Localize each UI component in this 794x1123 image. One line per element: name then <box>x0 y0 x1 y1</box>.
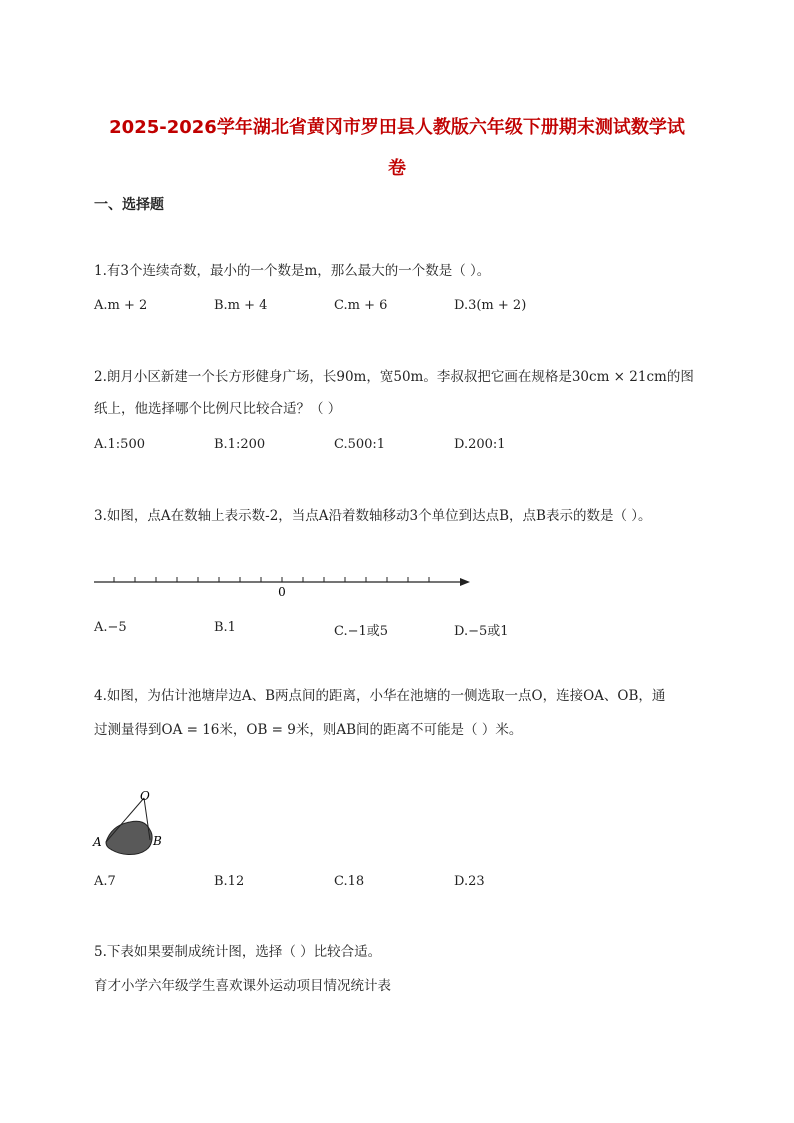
option-a: A.7 <box>94 874 116 889</box>
option-d: D.−5或1 <box>454 624 509 639</box>
question-4-options <box>94 874 694 894</box>
number-line-zero-label: 0 <box>278 585 286 599</box>
question-1-options <box>94 298 694 318</box>
option-d: D.3(m + 2) <box>454 298 527 313</box>
option-c: C.−1或5 <box>334 624 389 639</box>
option-d: D.200:1 <box>454 437 506 452</box>
document-title-line2: 卷 <box>388 158 406 179</box>
option-c: C.500:1 <box>334 437 386 452</box>
question-4-text-line2: 过测量得到OA = 16米，OB = 9米，则AB间的距离不可能是（ ）米。 <box>94 722 523 738</box>
number-line-arrow <box>460 578 470 586</box>
point-a-label: A <box>93 835 102 849</box>
question-5-table-caption: 育才小学六年级学生喜欢课外运动项目情况统计表 <box>94 978 391 994</box>
option-c: C.18 <box>334 874 365 889</box>
option-a: A.−5 <box>94 620 127 635</box>
option-a: A.m + 2 <box>94 298 148 313</box>
pond-figure <box>88 784 178 856</box>
option-b: B.12 <box>214 874 245 889</box>
section-heading-choice: 一、选择题 <box>94 197 164 213</box>
question-5-text: 5.下表如果要制成统计图，选择（ ）比较合适。 <box>94 944 382 960</box>
question-4-text-line1: 4.如图，为估计池塘岸边A、B两点间的距离，小华在池塘的一侧选取一点O，连接OA、OB，通 <box>94 688 666 704</box>
question-3-options <box>94 620 694 640</box>
option-b: B.m + 4 <box>214 298 268 313</box>
question-2-options <box>94 437 694 457</box>
document-title-line1: 2025-2026学年湖北省黄冈市罗田县人教版六年级下册期末测试数学试 <box>109 117 685 138</box>
question-2-text-line1: 2.朗月小区新建一个长方形健身广场，长90m，宽50m。李叔叔把它画在规格是30cm × 21cm的图 <box>94 369 694 385</box>
question-2-text-line2: 纸上，他选择哪个比例尺比较合适？（ ） <box>94 401 342 417</box>
option-c: C.m + 6 <box>334 298 388 313</box>
point-o-label: O <box>140 789 150 803</box>
number-line-figure <box>90 570 480 602</box>
question-1-text: 1.有3个连续奇数，最小的一个数是m，那么最大的一个数是（ ）。 <box>94 263 491 279</box>
option-a: A.1:500 <box>94 437 145 452</box>
point-b-label: B <box>153 834 162 848</box>
pond-shape <box>106 821 152 854</box>
option-b: B.1 <box>214 620 236 635</box>
option-d: D.23 <box>454 874 485 889</box>
question-3-text: 3.如图，点A在数轴上表示数-2，当点A沿着数轴移动3个单位到达点B，点B表示的数是（ ）。 <box>94 508 652 524</box>
option-b: B.1:200 <box>214 437 266 452</box>
number-line-ticks <box>114 577 429 582</box>
